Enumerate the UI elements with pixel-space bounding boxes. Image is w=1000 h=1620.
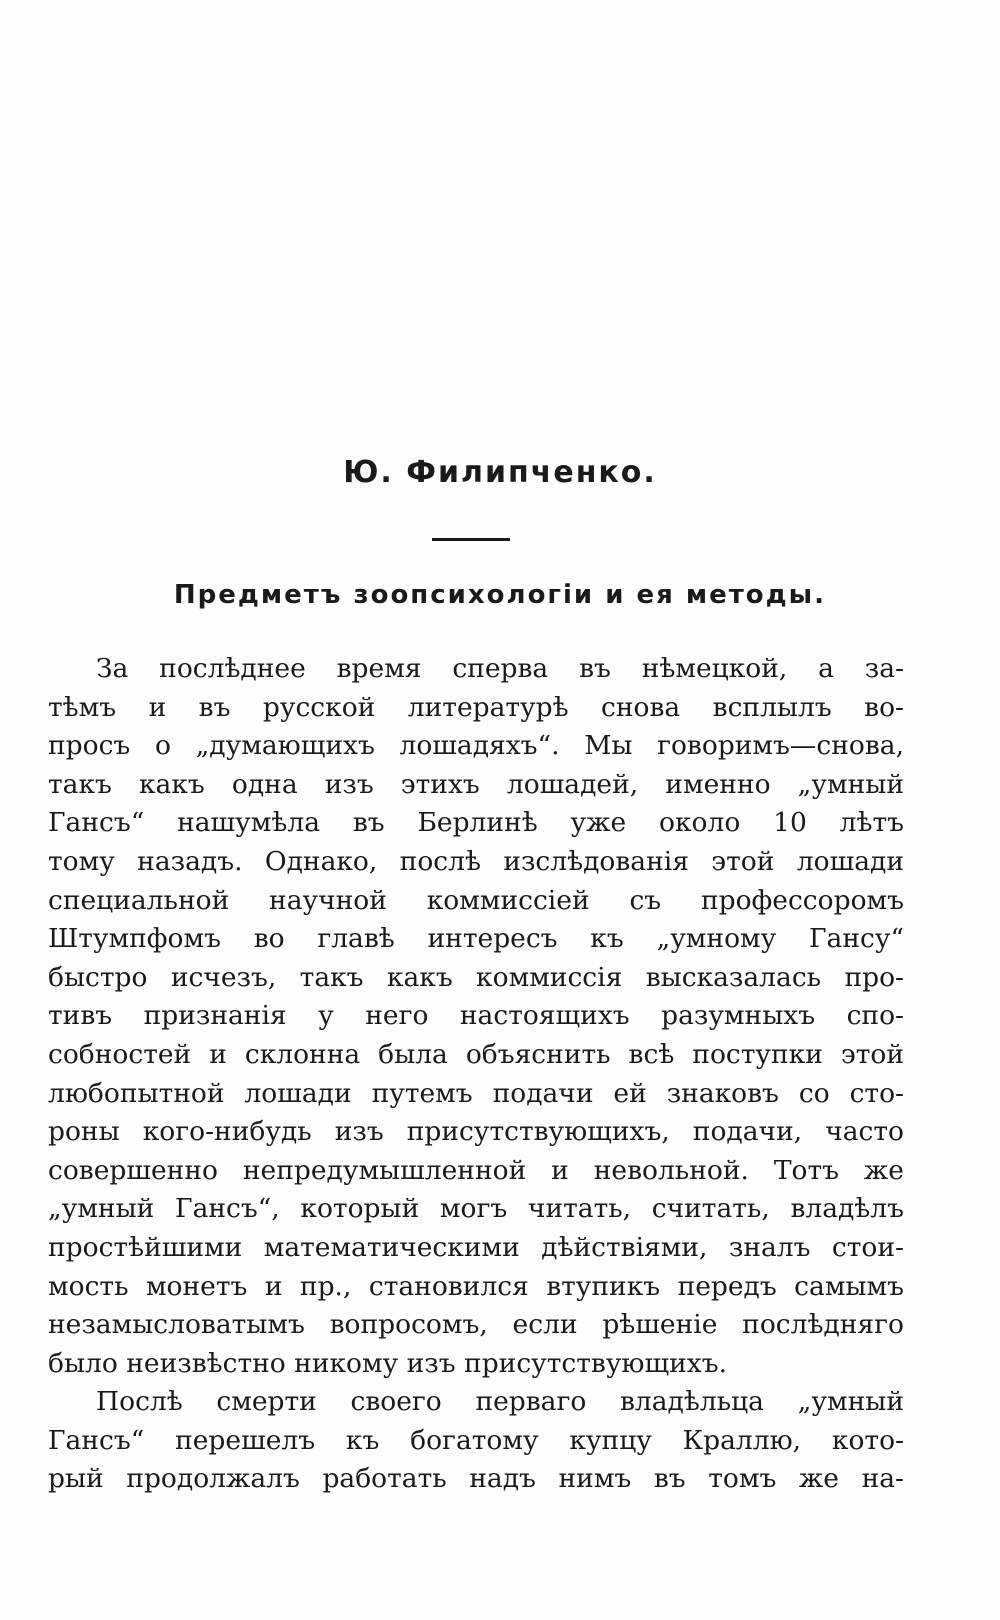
text-line: Послѣ смерти своего перваго владѣльца „умный xyxy=(96,1386,904,1418)
text-line: мость монетъ и пр., становился втупикъ передъ самымъ xyxy=(48,1270,904,1302)
chapter-title: Предметъ зоопсихологіи и ея методы. xyxy=(173,580,827,610)
text-line: такъ какъ одна изъ этихъ лошадей, именно „умный xyxy=(48,768,904,800)
heading-divider xyxy=(432,538,510,541)
text-line-last: было неизвѣстно никому изъ присутствующихъ. xyxy=(48,1347,728,1379)
paragraph-1 xyxy=(48,650,904,1383)
paragraph-2 xyxy=(48,1383,904,1499)
text-line: просъ о „думающихъ лошадяхъ“. Мы говоримъ—снова, xyxy=(48,730,904,762)
text-line: тивъ признанія у него настоящихъ разумныхъ спо- xyxy=(48,1000,904,1032)
text-line: Гансъ“ перешелъ къ богатому купцу Краллю, кото- xyxy=(48,1424,904,1456)
text-line: тому назадъ. Однако, послѣ изслѣдованія этой лошади xyxy=(48,845,904,877)
text-line: быстро исчезъ, такъ какъ коммиссія высказалась про- xyxy=(48,961,904,993)
author-heading: Ю. Филипченко. xyxy=(343,455,657,490)
body-text xyxy=(48,650,904,1499)
text-line: За послѣднее время сперва въ нѣмецкой, а за- xyxy=(96,653,904,684)
text-line: собностей и склонна была объяснить всѣ поступки этой xyxy=(48,1038,904,1070)
text-line: простѣйшими математическими дѣйствіями, зналъ стои- xyxy=(48,1231,904,1263)
text-line: роны кого-нибудь изъ присутствующихъ, подачи, часто xyxy=(48,1116,904,1148)
text-line: незамысловатымъ вопросомъ, если рѣшеніе послѣдняго xyxy=(48,1309,904,1341)
text-line: любопытной лошади путемъ подачи ей знаковъ со сто- xyxy=(48,1077,904,1109)
text-line: рый продолжалъ работать надъ нимъ въ томъ же на- xyxy=(48,1463,904,1495)
text-line: специальной научной коммиссiей съ профессоромъ xyxy=(48,884,904,916)
text-line: Штумпфомъ во главѣ интересъ къ „умному Гансу“ xyxy=(48,923,904,955)
text-line: Гансъ“ нашумѣла въ Берлинѣ уже около 10 лѣтъ xyxy=(48,807,904,839)
text-line: тѣмъ и въ русской литературѣ снова всплылъ во- xyxy=(48,691,904,723)
text-line: „умный Гансъ“, который могъ читать, считать, владѣлъ xyxy=(48,1193,904,1225)
text-line: совершенно непредумышленной и невольной. Тотъ же xyxy=(48,1154,904,1186)
